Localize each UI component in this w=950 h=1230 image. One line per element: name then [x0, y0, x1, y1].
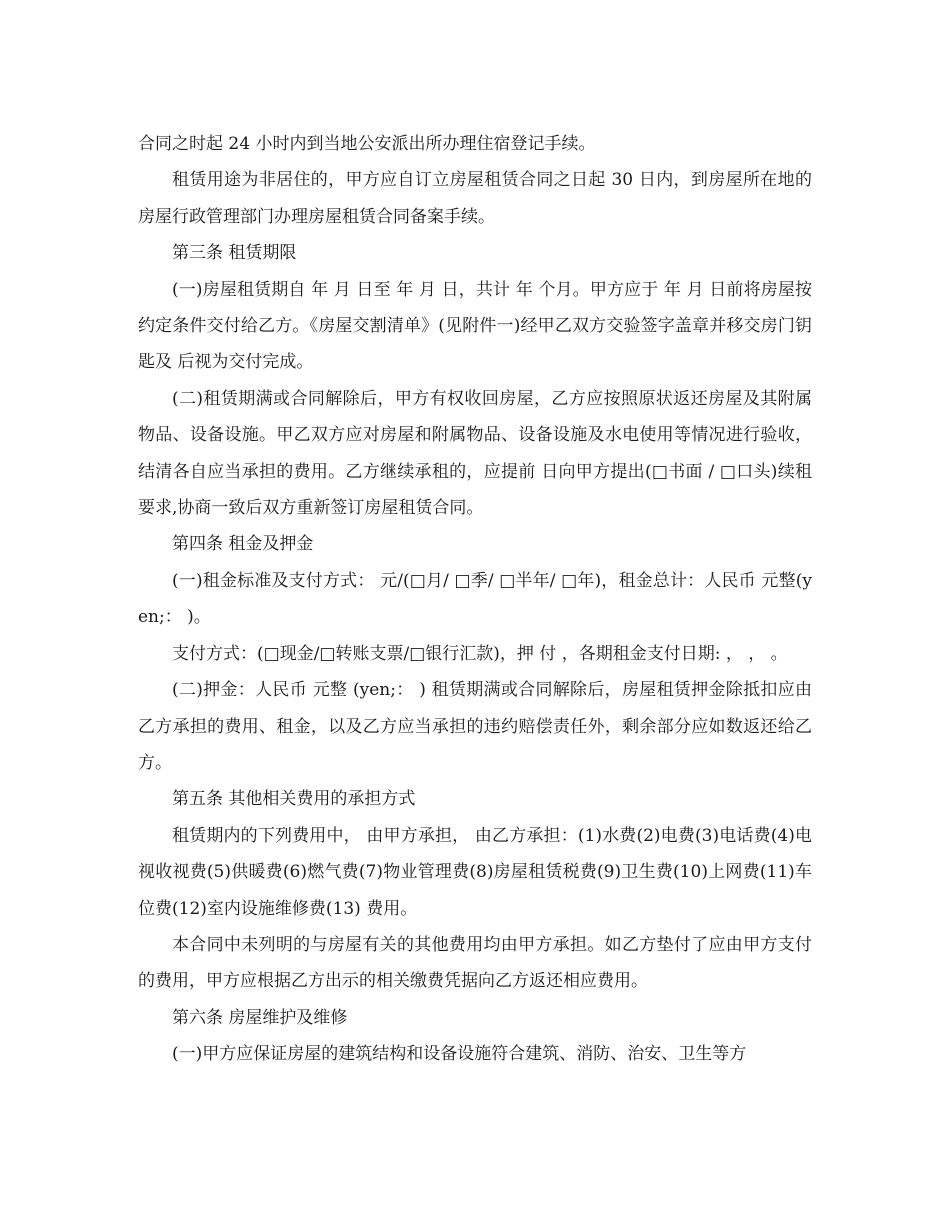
document-body [138, 126, 812, 1073]
paragraph-maintenance: (一)甲方应保证房屋的建筑结构和设备设施符合建筑、消防、治安、卫生等方 [172, 1044, 747, 1065]
article-3-heading: 第三条 租赁期限 [172, 243, 297, 264]
paragraph-fees-list: 租赁期内的下列费用中， 由甲方承担， 由乙方承担：(1)水费(2)电费(3)电话费(4)电视收视费(5)供暖费(6)燃气费(7)物业管理费(8)房屋租赁税费(9)卫生费(10)上网费(11)车位费(12)室内设施维修费(13) 费用。 [138, 825, 812, 919]
paragraph-non-residential-filing: 租赁用途为非居住的，甲方应自订立房屋租赁合同之日起 30 日内，到房屋所在地的房屋行政管理部门办理房屋租赁合同备案手续。 [138, 170, 812, 227]
paragraph-payment-method: 支付方式：(□现金/□转账支票/□银行汇款)，押 付 ，各期租金支付日期: ， ， 。 [172, 643, 788, 664]
article-6-heading: 第六条 房屋维护及维修 [172, 1007, 348, 1028]
article-5-heading: 第五条 其他相关费用的承担方式 [172, 789, 416, 810]
paragraph-registration: 合同之时起 24 小时内到当地公安派出所办理住宿登记手续。 [138, 134, 596, 154]
paragraph-deposit: (二)押金：人民币 元整 (yen;： ) 租赁期满或合同解除后，房屋租赁押金除抵扣应由乙方承担的费用、租金，以及乙方应当承担的违约赔偿责任外，剩余部分应如数返还给乙方。 [138, 680, 812, 773]
paragraph-other-fees: 本合同中未列明的与房屋有关的其他费用均由甲方承担。如乙方垫付了应由甲方支付的费用，甲方应根据乙方出示的相关缴费凭据向乙方返还相应费用。 [138, 934, 812, 992]
paragraph-rent-standard: (一)租金标准及支付方式： 元/(□月/ □季/ □半年/ □年)，租金总计：人民币 元整(yen;： )。 [138, 570, 812, 628]
paragraph-lease-expiry: (二)租赁期满或合同解除后，甲方有权收回房屋，乙方应按照原状返还房屋及其附属物品、设备设施。甲乙双方应对房屋和附属物品、设备设施及水电使用等情况进行验收，结清各自应当承担的费用。乙方继续承租的，应提前 日向甲方提出(□书面 / □口头)续租要求,协商一致后双方重新签订房屋租赁合同。 [138, 388, 812, 519]
paragraph-lease-term: (一)房屋租赁期自 年 月 日至 年 月 日，共计 年 个月。甲方应于 年 月 日前将房屋按约定条件交付给乙方。《房屋交割清单》(见附件一)经甲乙双方交验签字盖章并移交房门钥匙及 后视为交付完成。 [138, 279, 812, 373]
article-4-heading: 第四条 租金及押金 [172, 534, 314, 555]
